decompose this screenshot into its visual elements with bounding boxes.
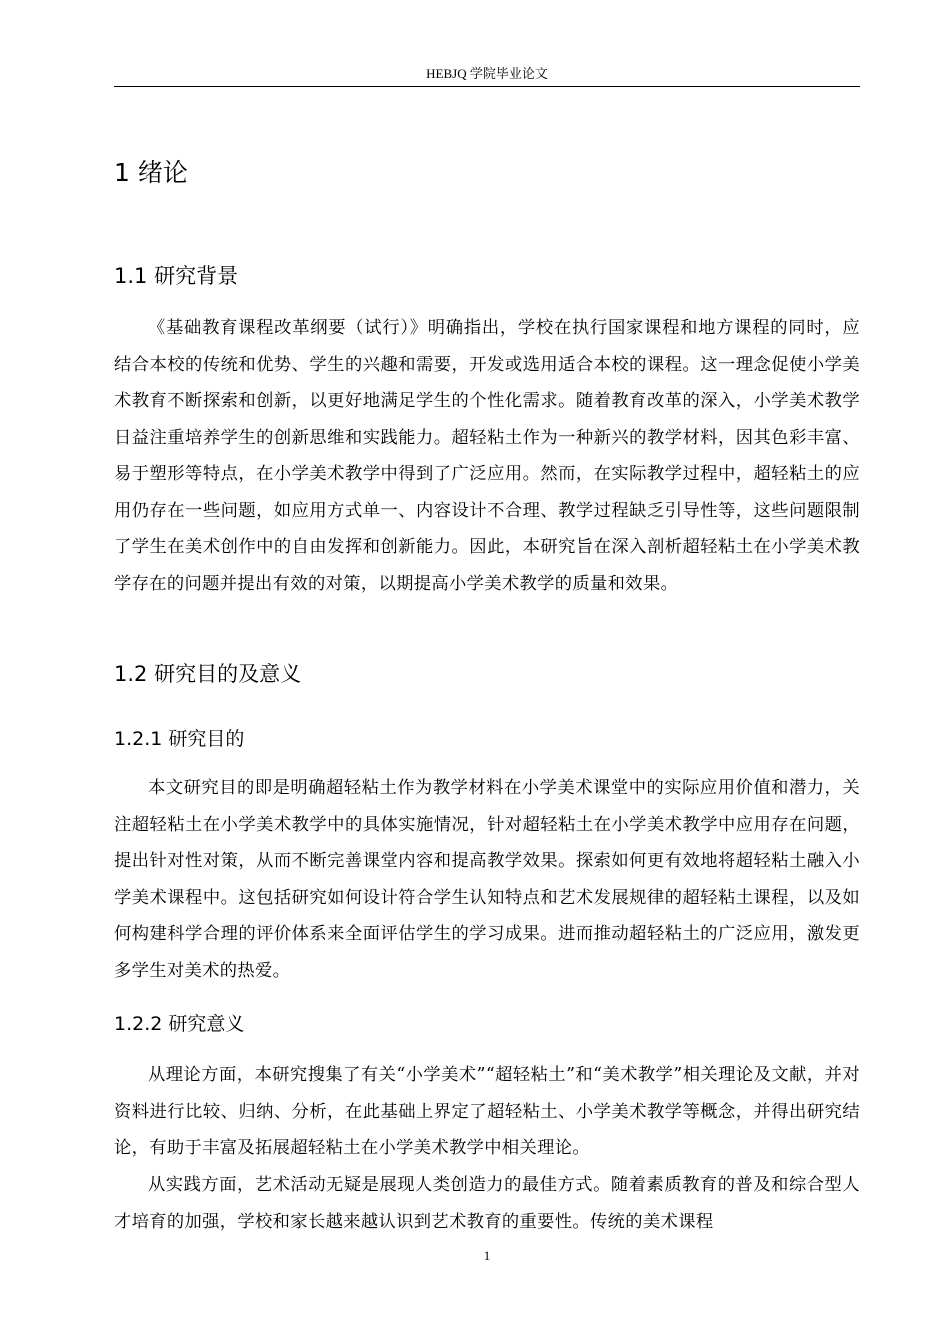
paragraph-significance-theory: 从理论方面，本研究搜集了有关“小学美术”“超轻粘土”和“美术教学”相关理论及文献，并对资料进行比较、归纳、分析，在此基础上界定了超轻粘土、小学美术教学等概念，并得出研究结论，有助于丰富及拓展超轻粘土在小学美术教学中相关理论。 — [114, 1065, 860, 1158]
paragraph-background: 《基础教育课程改革纲要（试行）》明确指出，学校在执行国家课程和地方课程的同时，应结合本校的传统和优势、学生的兴趣和需要，开发或选用适合本校的课程。这一理念促使小学美术教育不断探索和创新，以更好地满足学生的个性化需求。随着教育改革的深入，小学美术教学日益注重培养学生的创新思维和实践能力。超轻粘土作为一种新兴的教学材料，因其色彩丰富、易于塑形等特点，在小学美术教学中得到了广泛应用。然而，在实际教学过程中，超轻粘土的应用仍存在一些问题，如应用方式单一、内容设计不合理、教学过程缺乏引导性等，这些问题限制了学生在美术创作中的自由发挥和创新能力。因此，本研究旨在深入剖析超轻粘土在小学美术教学存在的问题并提出有效的对策，以期提高小学美术教学的质量和效果。 — [114, 318, 860, 594]
paragraph-significance-practice: 从实践方面，艺术活动无疑是展现人类创造力的最佳方式。随着素质教育的普及和综合型人才培育的加强，学校和家长越来越认识到艺术教育的重要性。传统的美术课程 — [114, 1175, 860, 1232]
section-heading-background: 1.1 研究背景 — [114, 264, 239, 288]
section-heading-purpose-significance: 1.2 研究目的及意义 — [114, 662, 302, 686]
subsection-heading-significance: 1.2.2 研究意义 — [114, 1013, 245, 1035]
page-header: HEBJQ 学院毕业论文 — [426, 66, 548, 81]
chapter-heading: 1 绪论 — [114, 158, 188, 187]
paragraph-purpose: 本文研究目的即是明确超轻粘土作为教学材料在小学美术课堂中的实际应用价值和潜力，关注超轻粘土在小学美术教学中的具体实施情况，针对超轻粘土在小学美术教学中应用存在问题，提出针对性对策，从而不断完善课堂内容和提高教学效果。探索如何更有效地将超轻粘土融入小学美术课程中。这包括研究如何设计符合学生认知特点和艺术发展规律的超轻粘土课程，以及如何构建科学合理的评价体系来全面评估学生的学习成果。进而推动超轻粘土的广泛应用，激发更多学生对美术的热爱。 — [114, 778, 860, 981]
page-number: 1 — [483, 1248, 491, 1263]
header-divider — [114, 86, 860, 87]
subsection-heading-purpose: 1.2.1 研究目的 — [114, 728, 245, 750]
